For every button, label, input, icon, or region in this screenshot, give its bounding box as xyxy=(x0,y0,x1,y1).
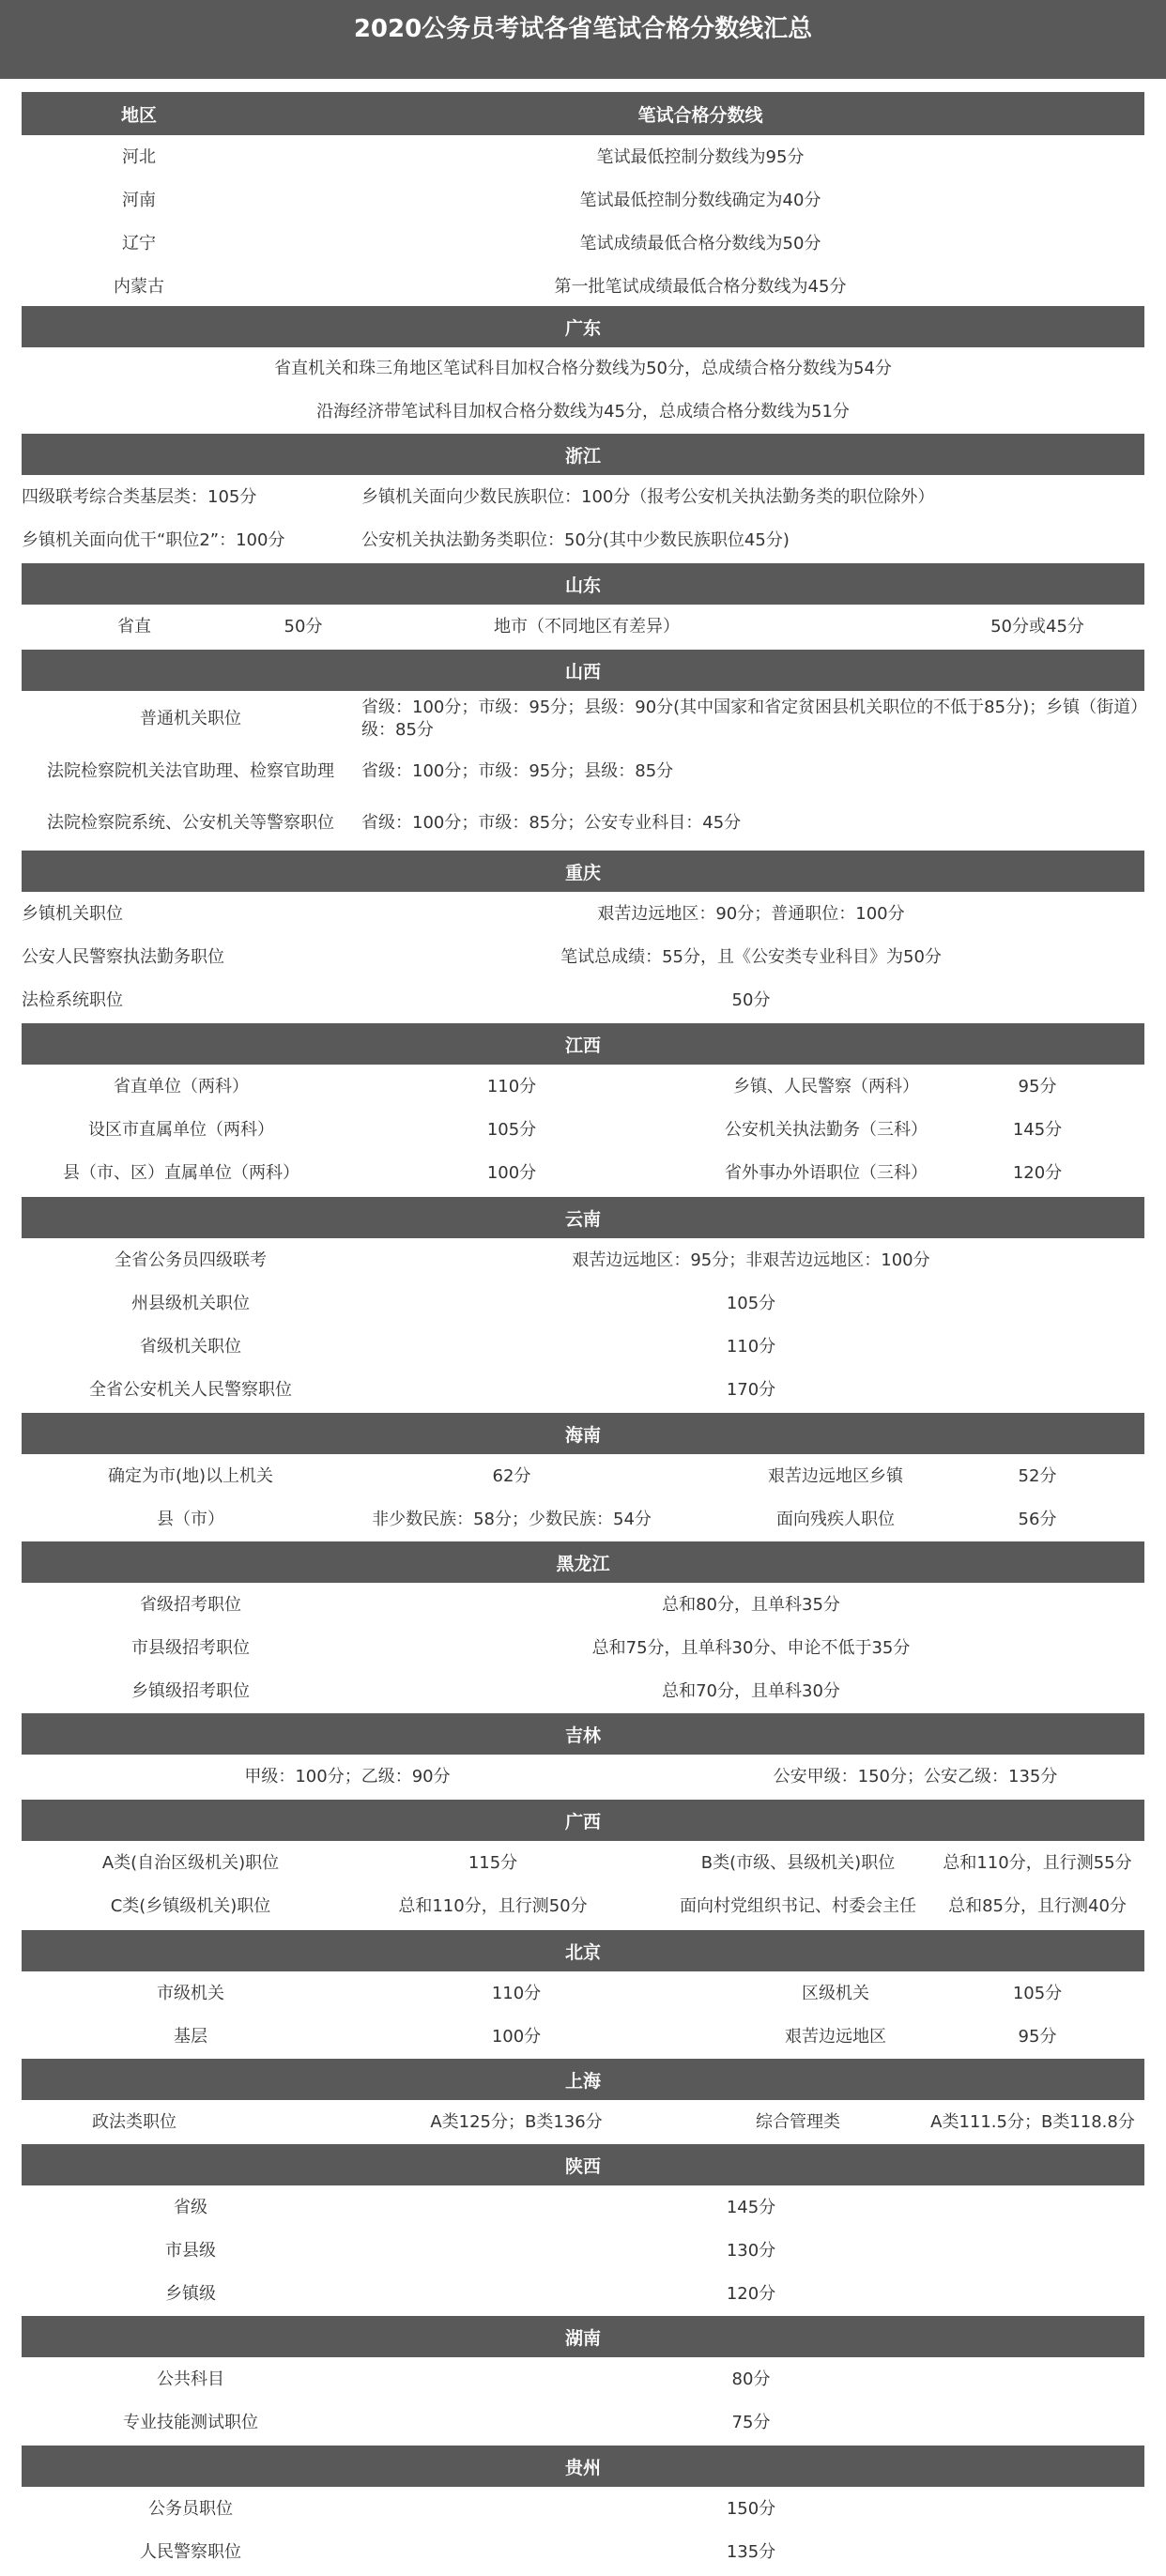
section-header-zhejiang: 浙江 xyxy=(22,434,1144,475)
section-header-shanxi: 山西 xyxy=(22,650,1144,691)
beijing-cell: 100分 xyxy=(491,2026,542,2047)
heilongjiang-cell: 乡镇级招考职位 xyxy=(131,1680,250,1701)
guangdong-line: 省直机关和珠三角地区笔试科目加权合格分数线为50分，总成绩合格分数线为54分 xyxy=(274,358,892,378)
heilongjiang-cell: 省级招考职位 xyxy=(140,1594,241,1615)
table-header xyxy=(22,92,1144,135)
beijing-cell: 105分 xyxy=(1012,1983,1063,2003)
jiangxi-cell: 乡镇、人民警察（两科） xyxy=(733,1076,919,1096)
heilongjiang-cell: 总和70分，且单科30分 xyxy=(662,1680,840,1701)
section-header-chongqing: 重庆 xyxy=(22,851,1144,892)
score-cell: 笔试最低控制分数线确定为40分 xyxy=(579,190,821,210)
shaanxi-cell: 120分 xyxy=(726,2283,776,2304)
heilongjiang-cell: 总和75分，且单科30分、申论不低于35分 xyxy=(591,1637,911,1658)
shanghai-cell: 政法类职位 xyxy=(92,2111,176,2132)
shanxi-cell: 省级：100分；市级：85分；公安专业科目：45分 xyxy=(361,812,742,833)
jiangxi-cell: 110分 xyxy=(486,1076,537,1096)
shanxi-cell: 普通机关职位 xyxy=(140,708,241,728)
column-header-region: 地区 xyxy=(120,104,157,126)
hainan-cell: 面向残疾人职位 xyxy=(776,1509,895,1529)
chongqing-cell: 法检系统职位 xyxy=(22,989,123,1010)
zhejiang-cell: 四级联考综合类基层类：105分 xyxy=(22,486,257,507)
region-cell: 河北 xyxy=(122,146,156,167)
chongqing-cell: 公安人民警察执法勤务职位 xyxy=(22,946,224,967)
chongqing-cell: 50分 xyxy=(731,989,771,1010)
jiangxi-cell: 省外事办外语职位（三科） xyxy=(725,1162,928,1183)
shaanxi-cell: 市县级 xyxy=(165,2240,216,2261)
yunnan-cell: 110分 xyxy=(726,1336,776,1357)
beijing-cell: 市级机关 xyxy=(157,1983,224,2003)
hainan-cell: 非少数民族：58分；少数民族：54分 xyxy=(372,1509,652,1529)
section-header-guizhou: 贵州 xyxy=(22,2446,1144,2487)
shanghai-cell: 综合管理类 xyxy=(756,2111,840,2132)
section-header-shanghai: 上海 xyxy=(22,2059,1144,2100)
guangdong-line: 沿海经济带笔试科目加权合格分数线为45分，总成绩合格分数线为51分 xyxy=(316,401,850,422)
section-header-shandong: 山东 xyxy=(22,563,1144,605)
yunnan-cell: 全省公务员四级联考 xyxy=(115,1250,267,1270)
shanxi-cell: 省级：100分；市级：95分；县级：85分 xyxy=(361,760,674,781)
yunnan-cell: 州县级机关职位 xyxy=(131,1293,250,1313)
jiangxi-cell: 95分 xyxy=(1018,1076,1057,1096)
guangxi-cell: B类(市级、县级机关)职位 xyxy=(700,1852,896,1873)
region-cell: 河南 xyxy=(122,190,156,210)
shaanxi-cell: 130分 xyxy=(726,2240,776,2261)
section-header-hunan: 湖南 xyxy=(22,2316,1144,2357)
shaanxi-cell: 省级 xyxy=(174,2197,207,2217)
section-header-beijing: 北京 xyxy=(22,1930,1144,1971)
jiangxi-cell: 省直单位（两科） xyxy=(114,1076,249,1096)
column-header-score: 笔试合格分数线 xyxy=(637,104,763,126)
hunan-cell: 75分 xyxy=(731,2412,771,2432)
beijing-cell: 艰苦边远地区 xyxy=(785,2026,886,2047)
score-cell: 笔试成绩最低合格分数线为50分 xyxy=(579,233,821,253)
section-header-guangdong: 广东 xyxy=(22,306,1144,347)
jilin-cell: 甲级：100分；乙级：90分 xyxy=(244,1766,451,1786)
yunnan-cell: 全省公安机关人民警察职位 xyxy=(89,1379,292,1400)
yunnan-cell: 105分 xyxy=(726,1293,776,1313)
hunan-cell: 80分 xyxy=(731,2369,771,2389)
beijing-cell: 区级机关 xyxy=(802,1983,869,2003)
shanxi-cell: 法院检察院系统、公安机关等警察职位 xyxy=(47,812,334,833)
shandong-cell: 50分或45分 xyxy=(990,616,1084,636)
yunnan-cell: 艰苦边远地区：95分；非艰苦边远地区：100分 xyxy=(572,1250,930,1270)
shaanxi-cell: 乡镇级 xyxy=(165,2283,216,2304)
jiangxi-cell: 105分 xyxy=(486,1119,537,1140)
hainan-cell: 县（市） xyxy=(157,1509,224,1529)
hainan-cell: 52分 xyxy=(1018,1465,1057,1486)
zhejiang-cell: 乡镇机关面向优干“职位2”：100分 xyxy=(22,529,285,550)
guangxi-cell: 总和110分，且行测55分 xyxy=(943,1852,1132,1873)
hainan-cell: 确定为市(地)以上机关 xyxy=(107,1465,274,1486)
shanghai-cell: A类125分；B类136分 xyxy=(430,2111,603,2132)
chongqing-cell: 艰苦边远地区：90分；普通职位：100分 xyxy=(597,903,905,924)
zhejiang-cell: 公安机关执法勤务类职位：50分(其中少数民族职位45分) xyxy=(361,529,790,550)
guizhou-cell: 135分 xyxy=(726,2541,776,2562)
hainan-cell: 艰苦边远地区乡镇 xyxy=(768,1465,903,1486)
guizhou-cell: 150分 xyxy=(726,2498,776,2519)
jilin-cell: 公安甲级：150分；公安乙级：135分 xyxy=(773,1766,1058,1786)
zhejiang-cell: 乡镇机关面向少数民族职位：100分（报考公安机关执法勤务类的职位除外） xyxy=(361,486,935,507)
yunnan-cell: 省级机关职位 xyxy=(140,1336,241,1357)
chongqing-cell: 笔试总成绩：55分，且《公安类专业科目》为50分 xyxy=(560,946,942,967)
region-cell: 辽宁 xyxy=(122,233,156,253)
shandong-cell: 省直 xyxy=(117,616,151,636)
guangxi-cell: 总和110分，且行测50分 xyxy=(398,1895,588,1916)
region-cell: 内蒙古 xyxy=(114,276,164,297)
section-header-guangxi: 广西 xyxy=(22,1800,1144,1841)
shandong-cell: 50分 xyxy=(284,616,323,636)
beijing-cell: 基层 xyxy=(174,2026,207,2047)
beijing-cell: 95分 xyxy=(1018,2026,1057,2047)
score-cell: 笔试最低控制分数线为95分 xyxy=(596,146,805,167)
shanxi-cell: 法院检察院机关法官助理、检察官助理 xyxy=(47,760,334,781)
section-header-shaanxi: 陕西 xyxy=(22,2144,1144,2185)
jiangxi-cell: 100分 xyxy=(486,1162,537,1183)
heilongjiang-cell: 总和80分，且单科35分 xyxy=(662,1594,840,1615)
guangxi-cell: C类(乡镇级机关)职位 xyxy=(110,1895,271,1916)
shanxi-cell: 省级：100分；市级：95分；县级：90分(其中国家和省定贫困县机关职位的不低于85分)；乡镇（街道）级：85分 xyxy=(361,697,1140,740)
score-cell: 第一批笔试成绩最低合格分数线为45分 xyxy=(554,276,847,297)
jiangxi-cell: 设区市直属单位（两科） xyxy=(88,1119,274,1140)
guangxi-cell: 总和85分，且行测40分 xyxy=(948,1895,1127,1916)
shaanxi-cell: 145分 xyxy=(726,2197,776,2217)
jiangxi-cell: 公安机关执法勤务（三科） xyxy=(725,1119,928,1140)
heilongjiang-cell: 市县级招考职位 xyxy=(131,1637,250,1658)
section-header-jiangxi: 江西 xyxy=(22,1023,1144,1065)
hunan-cell: 公共科目 xyxy=(157,2369,224,2389)
shandong-cell: 地市（不同地区有差异） xyxy=(494,616,680,636)
guangxi-cell: 面向村党组织书记、村委会主任 xyxy=(680,1895,916,1916)
section-header-hainan: 海南 xyxy=(22,1413,1144,1454)
jiangxi-cell: 145分 xyxy=(1012,1119,1063,1140)
hainan-cell: 62分 xyxy=(492,1465,531,1486)
yunnan-cell: 170分 xyxy=(726,1379,776,1400)
guangxi-cell: A类(自治区级机关)职位 xyxy=(101,1852,280,1873)
guizhou-cell: 公务员职位 xyxy=(148,2498,233,2519)
shanghai-cell: A类111.5分；B类118.8分 xyxy=(930,2111,1135,2132)
hainan-cell: 56分 xyxy=(1018,1509,1057,1529)
guizhou-cell: 人民警察职位 xyxy=(140,2541,241,2562)
section-header-heilongjiang: 黑龙江 xyxy=(22,1541,1144,1583)
beijing-cell: 110分 xyxy=(491,1983,542,2003)
chongqing-cell: 乡镇机关职位 xyxy=(22,903,123,924)
hunan-cell: 专业技能测试职位 xyxy=(123,2412,258,2432)
jiangxi-cell: 120分 xyxy=(1012,1162,1063,1183)
section-header-jilin: 吉林 xyxy=(22,1713,1144,1755)
section-header-yunnan: 云南 xyxy=(22,1197,1144,1238)
guangxi-cell: 115分 xyxy=(468,1852,518,1873)
page-title: 2020公务员考试各省笔试合格分数线汇总 xyxy=(0,0,1166,79)
jiangxi-cell: 县（市、区）直属单位（两科） xyxy=(63,1162,299,1183)
